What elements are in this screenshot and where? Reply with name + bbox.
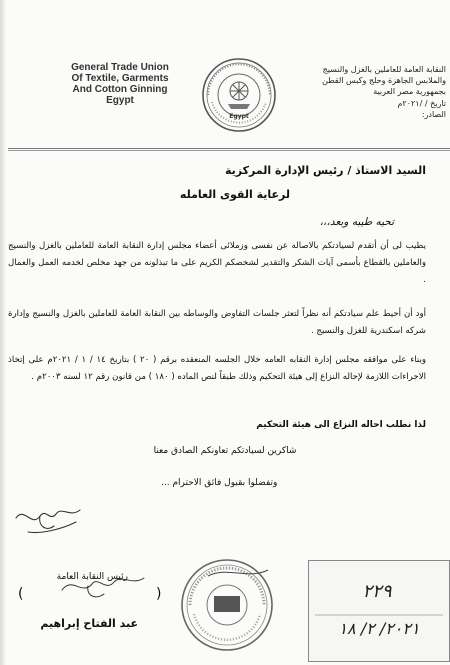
org-ar-line: والملابس الجاهزة وحلج وكبس القطن bbox=[322, 76, 446, 85]
handwritten-signature-left bbox=[10, 488, 90, 540]
union-logo-seal bbox=[200, 56, 278, 134]
org-en-line: Of Textile, Garments bbox=[71, 73, 169, 84]
incoming-register-stamp bbox=[308, 560, 450, 662]
signer-title: رئيس النقابة العامة bbox=[56, 572, 128, 582]
register-number: ٢٢٩ bbox=[362, 581, 392, 602]
addressee: السيد الاستاذ / رئيس الإدارة المركزية bbox=[224, 164, 426, 177]
paragraph-board-decision: وبناء على موافقه مجلس إدارة النقابه العامه خلال الجلسه المنعقده برقم ( ٢٠ ) بتاريخ ١٤ / ١ / ٢٠٢١م على إتخاذ الاجراءات اللازمة لإحاله النزاع إلى هيئة التحكيم وذلك طبقاً لنص الماده ( ١٨٠ ) من قانون رقم ١٢ لسنه ٢٠٠٣م . bbox=[8, 355, 426, 382]
org-en-line: General Trade Union bbox=[71, 62, 169, 73]
org-name-arabic bbox=[281, 64, 446, 120]
addressee-department: لرعاية القوى العامله bbox=[179, 188, 290, 201]
paragraph-negotiation: أود أن أحيط علم سيادتكم أنه نظراً لتعثر جلسات التفاوض والوساطه بين النقابة العامة للعاملين بالغزل والنسيج وإدارة شركه اسكندرية للغزل والنسيج . bbox=[8, 309, 426, 336]
register-date: ٢٠٢١/ ٢/ ١٨ bbox=[338, 619, 420, 638]
page-edge-shadow bbox=[0, 0, 6, 665]
org-ar-line: بجمهورية مصر العربية bbox=[373, 87, 446, 96]
issued-line: الصادر: bbox=[421, 110, 446, 119]
stamp-lines bbox=[309, 561, 449, 661]
official-seal-stamp bbox=[178, 556, 276, 654]
header-divider-thin bbox=[8, 150, 450, 151]
org-en-line: And Cotton Ginning bbox=[72, 84, 168, 95]
greeting: تحيه طيبه وبعد،،، bbox=[319, 216, 394, 228]
arbitration-request: لذا نطلب احاله النزاع الى هيئة التحكيم bbox=[256, 420, 426, 430]
signature-close-paren: ) bbox=[156, 586, 162, 602]
org-ar-line: النقابة العامة للعاملين بالغزل والنسيج bbox=[322, 65, 446, 74]
org-name-english bbox=[55, 62, 185, 106]
seal-label: Egypt bbox=[229, 113, 249, 120]
signature-open-paren: ( bbox=[18, 586, 24, 602]
closing-line: وتفضلوا بقبول فائق الاحترام ... bbox=[161, 478, 278, 488]
signer-name: عبد الفتاح إبراهيم bbox=[40, 617, 138, 630]
handwritten-signature bbox=[52, 566, 152, 606]
paragraph-thanks: يطيب لى أن أتقدم لسيادتكم بالاصاله عن نفسى وزملائى أعضاء مجلس إدارة النقابة العامة للعاملين بالغزل والنسيج والعاملين بالقطاع بأسمى آيات الشكر والتقدير لشخصكم الكريم على ما تبذلونه من جهد مخلص لخدمه العمل والعمال . bbox=[8, 241, 426, 285]
thanks-line: شاكرين لسيادتكم تعاونكم الصادق معنا bbox=[153, 446, 297, 456]
org-en-line: Egypt bbox=[106, 95, 134, 106]
date-line: تاريخ / /٢٠٢١م bbox=[397, 99, 446, 108]
header-divider bbox=[8, 148, 450, 149]
